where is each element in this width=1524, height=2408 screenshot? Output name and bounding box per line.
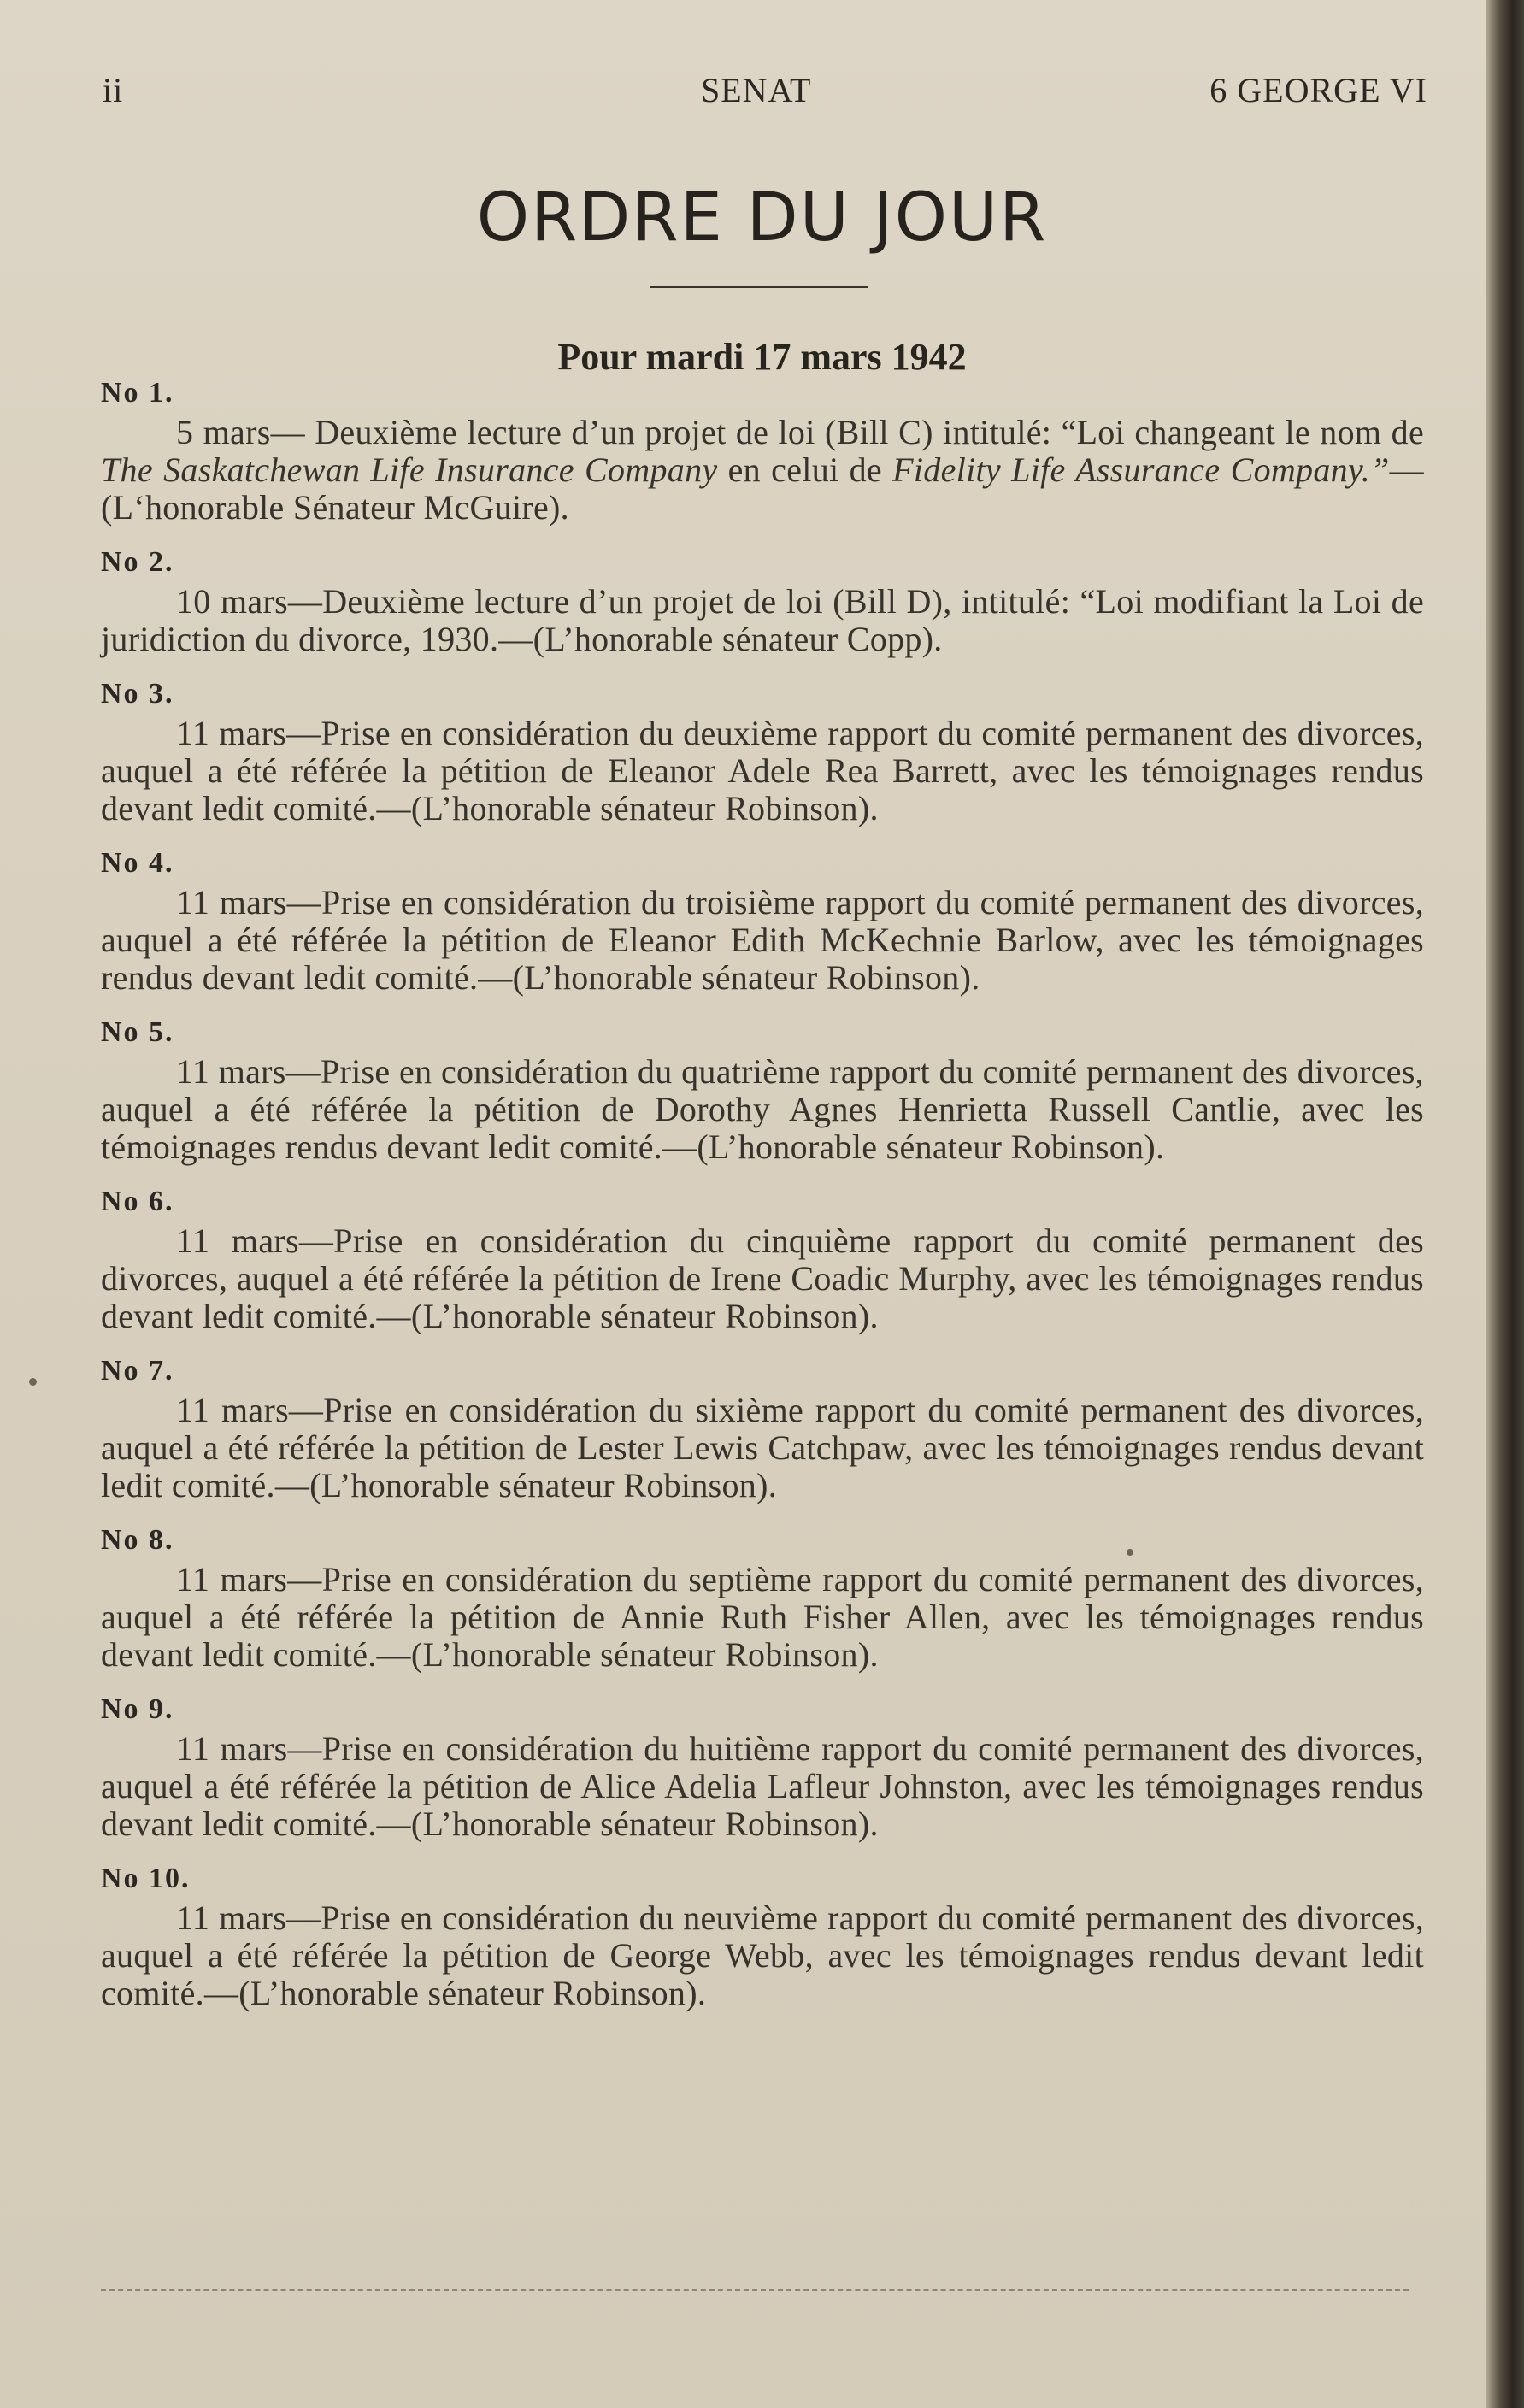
order-item [101,843,1424,997]
page-title: ORDRE DU JOUR [476,180,1048,256]
item-number: No 1. [101,377,174,409]
order-items [101,373,1424,2028]
order-item [101,1181,1424,1335]
item-text: 11 mars—Prise en considération du quatrième rapport du comité permanent des divorces, auquel a été référée la pétition de Dorothy Agnes Henrietta Russell Cantlie, avec les témoignages rendus devant ledit comité.—(L’honorable sénateur Robinson). [101,1052,1424,1166]
running-head-reign: 6 GEORGE VI [1209,71,1427,109]
page-number: ii [103,71,124,109]
order-item [101,373,1424,527]
paper-speck [1127,1549,1133,1556]
item-number: No 10. [101,1863,191,1894]
footer-rule [101,2289,1409,2293]
item-text-part: 5 mars— Deuxième lecture d’un projet de loi (Bill C) intitulé: “Loi changeant le nom de [176,413,1424,451]
item-number: No 6. [101,1186,174,1217]
item-text: 11 mars—Prise en considération du sixième rapport du comité permanent des divorces, auquel a été référée la pétition de Lester Lewis Catchpaw, avec les témoignages rendus devant ledit comité.—(L’honorable sénateur Robinson). [101,1391,1424,1504]
item-text: 11 mars—Prise en considération du deuxième rapport du comité permanent des divorces, auquel a été référée la pétition de Eleanor Adele Rea Barrett, avec les témoignages rendus devant ledit comité.—(L’honorable sénateur Robinson). [101,714,1424,827]
item-company-name: The Saskatchewan Life Insurance Company [101,450,718,489]
order-item [101,674,1424,827]
order-item [101,1689,1424,1843]
item-text: 11 mars—Prise en considération du septième rapport du comité permanent des divorces, auquel a été référée la pétition de Annie Ruth Fisher Allen, avec les témoignages rendus devant ledit comité.—(L’honorable sénateur Robinson). [101,1560,1424,1674]
item-number: No 2. [101,546,174,578]
item-number: No 8. [101,1524,174,1556]
item-number: No 4. [101,847,174,879]
item-text-part: en celui de [717,450,893,489]
item-number: No 9. [101,1693,174,1725]
item-text: 11 mars—Prise en considération du huitième rapport du comité permanent des divorces, auquel a été référée la pétition de Alice Adelia Lafleur Johnston, avec les témoignages rendus devant ledit comité.—(L’honorable sénateur Robinson). [101,1729,1424,1843]
running-head [103,70,1427,113]
order-item [101,1858,1424,2012]
title-rule [650,286,868,288]
order-item [101,1012,1424,1166]
order-item [101,1520,1424,1674]
item-number: No 7. [101,1355,174,1387]
order-item [101,542,1424,658]
item-text [101,414,1424,527]
paper-speck [29,1378,37,1386]
item-number: No 3. [101,678,174,709]
item-text: 11 mars—Prise en considération du troisième rapport du comité permanent des divorces, auquel a été référée la pétition de Eleanor Edith McKechnie Barlow, avec les témoignages rendus devant ledit comité.—(L’honorable sénateur Robinson). [101,883,1424,997]
item-number: No 5. [101,1016,174,1048]
running-head-senat: SENAT [701,71,812,109]
item-text: 11 mars—Prise en considération du cinquième rapport du comité permanent des divorces, auquel a été référée la pétition de Irene Coadic Murphy, avec les témoignages rendus devant ledit comité.—(L’honorable sénateur Robinson). [101,1222,1424,1335]
session-date: Pour mardi 17 mars 1942 [557,336,967,378]
order-item [101,1351,1424,1504]
item-text-part: —(L‘honorable Sénateur McGuire). [101,450,1424,527]
item-company-name: Fidelity Life Assurance Company.” [892,450,1390,489]
item-text: 11 mars—Prise en considération du neuvième rapport du comité permanent des divorces, auquel a été référée la pétition de George Webb, avec les témoignages rendus devant ledit comité.—(L’honorable sénateur Robinson). [101,1899,1424,2012]
item-text: 10 mars—Deuxième lecture d’un projet de loi (Bill D), intitulé: “Loi modifiant la Loi de juridiction du divorce, 1930.—(L’honorable sénateur Copp). [101,582,1424,658]
binding-spine [1486,0,1524,2408]
